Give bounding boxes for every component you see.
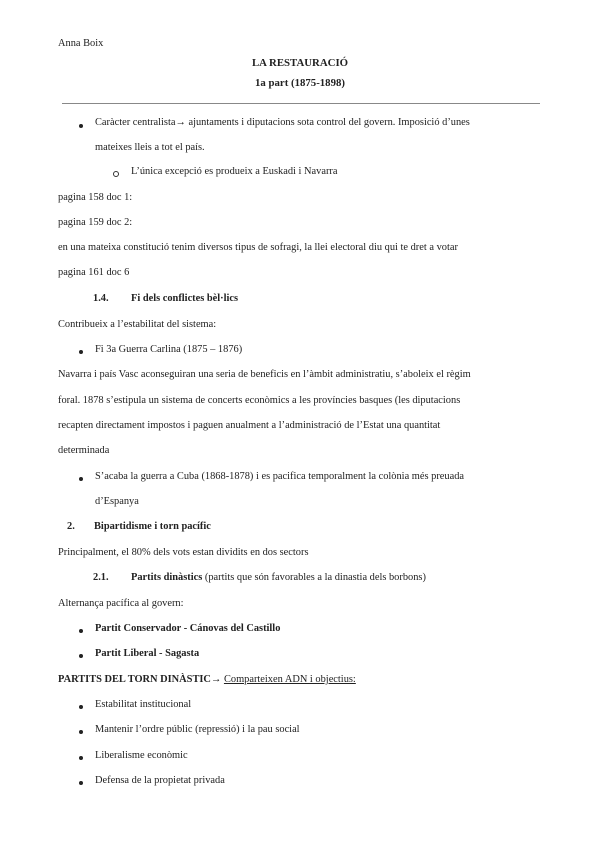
section-1-4-number: 1.4.	[93, 293, 109, 304]
navarra-paragraph-line-3: recapten directament impostos i paguen anualment a l’administració de l’Estat una quantitat	[58, 420, 441, 431]
bullet-icon	[79, 705, 83, 709]
torn-heading-bold: PARTITS DEL TORN DINÀSTIC→	[58, 674, 224, 685]
centralism-line-1: Caràcter centralista→ ajuntaments i diputacions sota control del govern. Imposició d’unes	[95, 117, 470, 128]
centralism-exception: L’única excepció es produeix a Euskadi i Navarra	[131, 166, 338, 177]
section-2-number: 2.	[67, 521, 75, 532]
party-liberal: Partit Liberal - Sagasta	[95, 648, 200, 659]
objective-item: Estabilitat institucional	[95, 699, 192, 710]
note-page-161: pagina 161 doc 6	[58, 267, 130, 278]
bullet-icon	[79, 350, 83, 354]
note-page-158: pagina 158 doc 1:	[58, 192, 133, 203]
section-2-1-number: 2.1.	[93, 572, 109, 583]
section-2-title: Bipartidisme i torn pacífic	[94, 521, 211, 532]
alternanca-text: Alternança pacífica al govern:	[58, 598, 184, 609]
bullet-icon	[79, 781, 83, 785]
header-divider	[62, 103, 540, 104]
sub-bullet-circle-icon	[113, 171, 119, 177]
bullet-icon	[79, 124, 83, 128]
carlina-war-end: Fi 3a Guerra Carlina (1875 – 1876)	[95, 344, 243, 355]
objective-item: Mantenir l’ordre públic (repressió) i la pau social	[95, 724, 300, 735]
cuba-line-2: d’Espanya	[95, 496, 139, 507]
note-sufragi: en una mateixa constitució tenim diversos tipus de sofragi, la llei electoral diu qui te dret a votar	[58, 242, 458, 253]
bullet-icon	[79, 654, 83, 658]
objective-item: Liberalisme econòmic	[95, 750, 188, 761]
section-2-1-description: (partits que són favorables a la dinastia dels borbons)	[202, 572, 426, 583]
navarra-paragraph-line-4: determinada	[58, 445, 110, 456]
bullet-icon	[79, 477, 83, 481]
document-subtitle: 1a part (1875-1898)	[255, 77, 345, 89]
bullet-icon	[79, 629, 83, 633]
section-2-1-heading	[93, 571, 426, 585]
cuba-line-1: S’acaba la guerra a Cuba (1868-1878) i es pacifica temporalment la colònia més preuada	[95, 471, 464, 482]
objective-item: Defensa de la propietat privada	[95, 775, 225, 786]
section-1-4-heading	[93, 292, 238, 306]
section-2-1-title: Partits dinàstics	[131, 572, 203, 583]
navarra-paragraph-line-2: foral. 1878 s’estipula un sistema de concerts econòmics a les províncies basques (les diputacions	[58, 395, 461, 406]
section-2-heading	[67, 520, 211, 534]
stability-text: Contribueix a l’estabilitat del sistema:	[58, 319, 217, 330]
section-1-4-title: Fi dels conflictes bèl·lics	[131, 293, 239, 304]
votes-text: Principalment, el 80% dels vots estan dividits en dos sectors	[58, 547, 309, 558]
centralism-line-2: mateixes lleis a tot el país.	[95, 142, 205, 153]
author-name: Anna Boix	[58, 38, 104, 49]
navarra-paragraph-line-1: Navarra i país Vasc aconseguiran una seria de beneficis en l’àmbit administratiu, s’aboleix el règim	[58, 369, 471, 380]
torn-heading	[58, 673, 356, 687]
bullet-icon	[79, 730, 83, 734]
party-conservador: Partit Conservador - Cánovas del Castillo	[95, 623, 281, 634]
note-page-159: pagina 159 doc 2:	[58, 217, 133, 228]
torn-heading-underlined: Comparteixen ADN i objectius:	[223, 674, 356, 685]
bullet-icon	[79, 756, 83, 760]
document-title: LA RESTAURACIÓ	[251, 57, 349, 69]
